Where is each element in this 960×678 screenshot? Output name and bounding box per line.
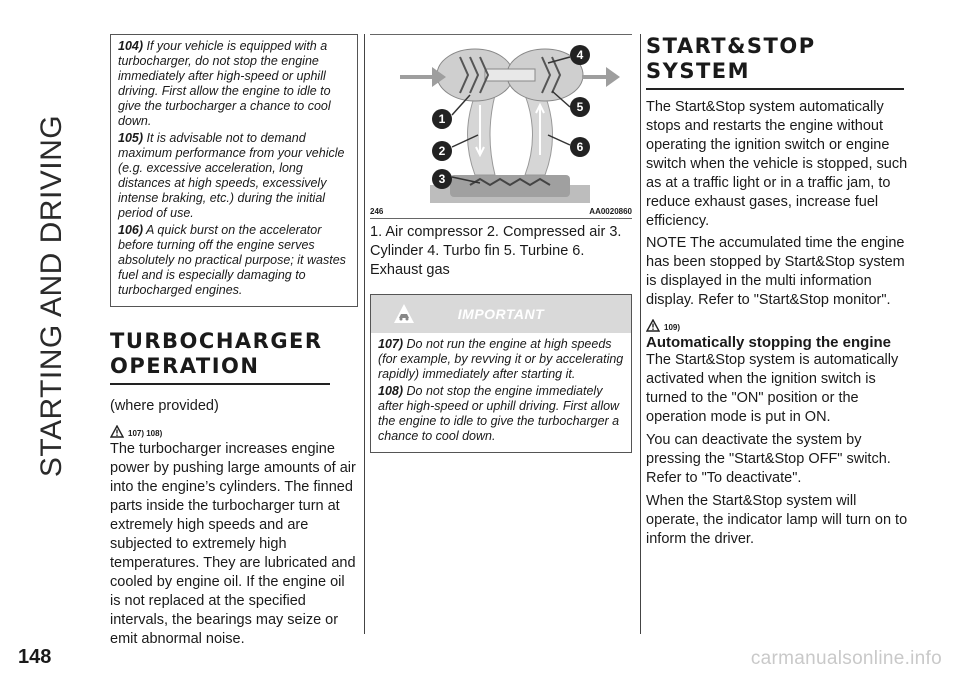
figure-legend: 1. Air compressor 2. Compressed air 3. Cylinder 4. Turbo fin 5. Turbine 6. Exhaust gas bbox=[370, 224, 622, 278]
note-number: 107) bbox=[378, 337, 404, 351]
callout-5-label: 5 bbox=[576, 100, 584, 114]
chapter-side-title: STARTING AND DRIVING bbox=[35, 114, 68, 478]
important-header bbox=[371, 295, 631, 333]
column-3 bbox=[646, 34, 908, 549]
note-107 bbox=[378, 337, 624, 382]
start-stop-para-5: When the Start&Stop system will operate, the indicator lamp will turn on to inform the driver. bbox=[646, 493, 908, 547]
start-stop-para-1: The Start&Stop system automatically stops and restarts the engine without operating the ignition switch or engine switch when the vehicle is stopped, such as at a traffic light or in a traffic jam, to reduce exhaust gases, increase fuel efficiency. bbox=[646, 99, 908, 229]
callout-3-label: 3 bbox=[438, 172, 446, 186]
section-heading-turbocharger: TURBOCHARGER OPERATION bbox=[110, 329, 330, 385]
note-number: 108) bbox=[378, 384, 404, 398]
start-stop-note: NOTE The accumulated time the engine has been stopped by Start&Stop system is displayed in the multi information display. Refer to "Start&Stop monitor". bbox=[646, 235, 905, 308]
notes-box bbox=[110, 34, 358, 307]
note-text: Do not stop the engine immediately after high-speed or uphill driving. First allow the engine to idle to give the turbocharger a chance to cool down. bbox=[378, 384, 620, 443]
note-number: 104) bbox=[118, 39, 144, 53]
figure-number: 246 bbox=[370, 207, 384, 216]
column-1 bbox=[110, 34, 358, 649]
note-104 bbox=[118, 39, 350, 129]
note-106 bbox=[118, 223, 350, 298]
callout-6-label: 6 bbox=[576, 140, 584, 154]
turbocharger-figure bbox=[370, 34, 632, 205]
section-subtitle: (where provided) bbox=[110, 398, 219, 414]
page-number: 148 bbox=[18, 646, 52, 668]
note-text: If your vehicle is equipped with a turbocharger, do not stop the engine immediately after high-speed or uphill driving. First allow the engine to idle to give the turbocharger a chance to cool down. bbox=[118, 39, 331, 128]
heading-rule bbox=[646, 88, 904, 90]
column-divider-2 bbox=[640, 34, 641, 634]
callout-1-label: 1 bbox=[438, 112, 446, 126]
note-108 bbox=[378, 384, 624, 444]
warning-reference bbox=[646, 316, 908, 332]
important-body bbox=[371, 333, 631, 452]
turbocharger-body: The turbocharger increases engine power by pushing large amounts of air into the engine’s cylinders. The finned parts inside the turbocharger turn at extremely high speeds and are subjected to extremely high temperatures. They are lubricated and cooled by engine oil. If the engine oil is not replaced at the specified intervals, the bearings may seize or emit abnormal noise. bbox=[110, 441, 356, 647]
warning-reference bbox=[110, 422, 358, 438]
column-divider-1 bbox=[364, 34, 365, 634]
note-number: 106) bbox=[118, 223, 144, 237]
important-box bbox=[370, 294, 632, 453]
figure-caption-bar bbox=[370, 207, 632, 219]
note-105 bbox=[118, 131, 350, 221]
section-heading-start-stop: START&STOP SYSTEM bbox=[646, 34, 816, 83]
column-2 bbox=[370, 34, 632, 453]
warning-triangle-icon bbox=[110, 425, 124, 438]
callout-4-label: 4 bbox=[576, 48, 584, 62]
start-stop-para-4: You can deactivate the system by pressing the "Start&Stop OFF" switch. Refer to "To deactivate". bbox=[646, 432, 891, 486]
callout-2-label: 2 bbox=[438, 144, 446, 158]
warning-refs: 109) bbox=[664, 323, 681, 332]
note-text: A quick burst on the accelerator before turning off the engine serves absolutely no practical purpose; it wastes fuel and is especially damaging to turbocharged engines. bbox=[118, 223, 346, 297]
figure-code: AA0020860 bbox=[589, 207, 632, 216]
note-text: It is advisable not to demand maximum performance from your vehicle (e.g. excessive acceleration, long distances at high speeds, excessively intense braking, etc.) during the initial period of use. bbox=[118, 131, 345, 220]
important-title: IMPORTANT bbox=[457, 306, 545, 322]
watermark: carmanualsonline.info bbox=[750, 648, 942, 669]
warning-refs: 107) 108) bbox=[128, 429, 163, 438]
note-number: 105) bbox=[118, 131, 144, 145]
note-text: Do not run the engine at high speeds (for example, by revving it or by accelerating rapidly) immediately after starting it. bbox=[378, 337, 624, 381]
subheading-auto-stop: Automatically stopping the engine bbox=[646, 334, 892, 351]
turbocharger-diagram bbox=[370, 35, 632, 205]
start-stop-para-3: The Start&Stop system is automatically activated when the ignition switch is turned to the "ON" position or the operation mode is put in ON. bbox=[646, 352, 899, 425]
warning-triangle-icon bbox=[646, 319, 660, 332]
